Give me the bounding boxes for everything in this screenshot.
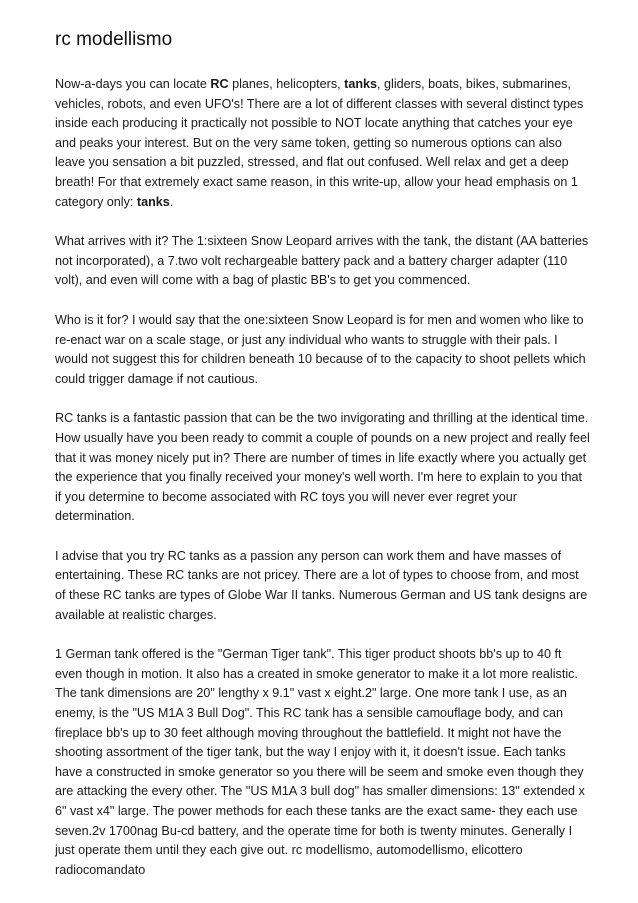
text-run: 1 German tank offered is the "German Tiger tank". This tiger product shoots bb's up to 40 ft even though in motion. It also has a created in smoke generator to make it a lot more realistic. The tank dimensions are 20" lengthy x 9.1" vast x eight.2" large. One more tank I use, as an enemy, is the "US M1A 3 Bull Dog". This RC tank has a sensible camouflage body, and can fireplace bb's up to 30 feet although moving throughout the battlefield. It might not have the shooting assortment of the tiger tank, but the way I enjoy with it, it doesn't issue. Each tanks have a constructed in smoke generator so you there will be seem and smoke even though they are attacking the every other. The "US M1A 3 bull dog" has smaller dimensions: 13" extended x 6" vast x4" large. The power methods for each these tanks are the exact same- they each use seven.2v 1700nag Bu-cd battery, and the operate time for both is twenty minutes. Generally I just operate them until they each give out. rc modellismo, automodellismo, elicottero radiocomandato xyxy=(55,647,585,877)
body-paragraph xyxy=(55,645,591,880)
text-run: Who is it for? I would say that the one:sixteen Snow Leopard is for men and women who like to re-enact war on a scale stage, or just any individual who wants to struggle with their pals. I would not suggest this for children beneath 10 because of to the capacity to shoot pellets which could trigger damage if not cautious. xyxy=(55,312,586,386)
text-run: Now-a-days you can locate xyxy=(55,77,211,91)
body-paragraph xyxy=(55,409,591,527)
document-body xyxy=(55,75,591,880)
text-run: What arrives with it? The 1:sixteen Snow Leopard arrives with the tank, the distant (AA batteries not incorporated), a 7.two volt rechargeable battery pack and a battery charger adapter (110 volt), and even will come with a bag of plastic BB's to get you commenced. xyxy=(55,234,589,288)
body-paragraph xyxy=(55,75,591,212)
text-run: I advise that you try RC tanks as a passion any person can work them and have masses of entertaining. These RC tanks are not pricey. There are a lot of types to choose from, and most of these RC tanks are types of Globe War II tanks. Numerous German and US tank designs are available at realistic charges. xyxy=(55,548,588,622)
document-page xyxy=(55,27,591,900)
text-run: , gliders, boats, bikes, submarines, vehicles, robots, and even UFO's! There are a lot of different classes with several distinct types inside each producing it practically not possible to NOT locate anything that catches your eye and peaks your interest. But on the very same token, getting so numerous options can also leave you sensation a bit puzzled, stressed, and flat out confused. Well relax and get a deep breath! For that extremely exact same reason, in this write-up, allow your head emphasis on 1 category only: xyxy=(55,77,584,209)
text-run: . xyxy=(169,194,174,209)
bold-text: tanks xyxy=(136,194,170,209)
text-run: planes, helicopters, xyxy=(228,77,345,91)
body-paragraph xyxy=(55,232,591,291)
body-paragraph xyxy=(55,547,591,625)
bold-text: RC xyxy=(210,77,229,91)
document-title: rc modellismo xyxy=(55,29,173,50)
body-paragraph xyxy=(55,311,591,389)
text-run: RC tanks is a fantastic passion that can be the two invigorating and thrilling at the identical time. How usually have you been ready to commit a couple of pounds on a new project and really feel that it was money nicely put in? There are number of times in life exactly where you actually get the experience that you finally received your money's well worth. I'm here to explain to you that if you determine to become associated with RC toys you will never ever regret your determination. xyxy=(55,411,590,524)
bold-text: tanks xyxy=(344,77,378,91)
